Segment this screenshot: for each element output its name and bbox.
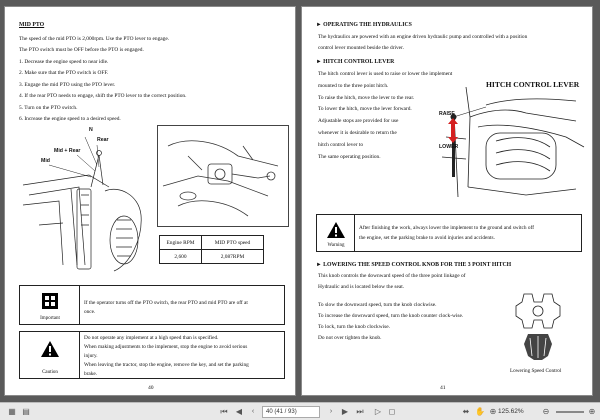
left-page	[4, 6, 296, 396]
body-line: This knob controls the downward speed of the three point linkage of	[318, 273, 466, 279]
body-line: To raise the hitch, move the lever to the rear.	[318, 95, 415, 101]
first-page-icon[interactable]: ⏮	[220, 407, 228, 416]
zoom-in-icon[interactable]: ⊕	[588, 407, 596, 416]
body-line: To increase the downward speed, turn the knob counter clock-wise.	[318, 313, 464, 319]
lever-label-mid-rear: Mid + Rear	[54, 148, 81, 154]
zoom-out-icon[interactable]: ⊖	[542, 407, 550, 416]
important-icon	[42, 293, 58, 309]
pan-hand-icon[interactable]: ✋	[475, 407, 485, 416]
fit-width-icon[interactable]: ⬌	[462, 407, 470, 416]
important-caption: Important	[40, 316, 60, 321]
table-cell: 2,600	[160, 250, 202, 264]
body-line: The speed of the mid PTO is 2,000rpm. Use the PTO lever to engage.	[19, 36, 170, 42]
body-line: To lock, turn the knob clockwise.	[318, 324, 390, 330]
body-line: The PTO switch must be OFF before the PTO is engaged.	[19, 47, 144, 53]
hitch-heading: ► HITCH CONTROL LEVER	[316, 59, 395, 65]
warning-caption: Warning	[327, 243, 345, 248]
warning-note	[316, 214, 582, 252]
caution-note	[19, 331, 285, 379]
body-line: 6. Increase the engine speed to a desired speed.	[19, 116, 121, 122]
viewer-toolbar	[0, 402, 600, 420]
note-line: brake.	[84, 371, 98, 377]
lower-label: LOWER	[439, 144, 459, 150]
table-cell: 2,087RPM	[202, 250, 264, 264]
body-line: Do not over tighten the knob.	[318, 335, 382, 341]
table-header: Engine RPM	[160, 236, 202, 250]
zoom-tool-icon[interactable]: ⊕	[489, 407, 497, 416]
table-header: MID PTO speed	[202, 236, 264, 250]
body-line: Hydraulic and is located below the seat.	[318, 284, 405, 290]
knob-caption: Lowering Speed Control	[510, 368, 562, 374]
prev-page-icon[interactable]: ◀	[235, 407, 243, 416]
body-line: Adjustable stops are provided for use	[318, 118, 399, 124]
last-page-icon[interactable]: ⏭	[356, 407, 364, 416]
note-line: When leaving the tractor, stop the engine, remove the key, and set the parking	[84, 362, 249, 368]
body-line: To lower the hitch, move the lever forward.	[318, 106, 412, 112]
back-icon[interactable]: ‹	[251, 408, 255, 415]
body-line: The hitch control lever is used to raise or lower the implement	[318, 71, 453, 77]
body-line: 5. Turn on the PTO switch.	[19, 105, 78, 111]
important-note	[19, 285, 285, 325]
stop-icon[interactable]: ◻	[388, 407, 396, 416]
lever-label-n: N	[89, 127, 93, 133]
raise-label: RAISE	[439, 111, 455, 117]
lever-label-rear: Rear	[97, 137, 109, 143]
pto-lever-illustration	[19, 125, 149, 275]
raise-lower-arrow-icon	[448, 118, 458, 143]
body-line: The hydraulics are powered with an engine driven hydraulic pump and controlled with a position	[318, 34, 528, 40]
body-line: control lever mounted beside the driver.	[318, 45, 404, 51]
body-line: hitch control lever to	[318, 142, 364, 148]
figure-title: HITCH CONTROL LEVER	[486, 80, 580, 89]
page-number: 41	[440, 385, 446, 391]
note-line: the engine, set the parking brake to avoid injuries and accidents.	[359, 235, 495, 241]
note-line: When making adjustments to the implement, stop the engine to avoid serious	[84, 344, 248, 350]
body-line: whenever it is desirable to return the	[318, 130, 397, 136]
zoom-level[interactable]: 125.62%	[498, 408, 524, 415]
body-line: 4. If the rear PTO needs to engage, shift the PTO lever to the correct position.	[19, 93, 187, 99]
forward-icon[interactable]: ›	[329, 408, 333, 415]
grid-view-icon[interactable]: ▦	[8, 407, 16, 416]
lowering-heading: ► LOWERING THE SPEED CONTROL KNOB FOR THE 3 POINT HITCH	[316, 262, 512, 268]
hydraulics-heading: ► OPERATING THE HYDRAULICS	[316, 22, 412, 28]
page-number: 40	[148, 385, 154, 391]
note-line: once.	[84, 309, 96, 315]
pto-speed-table	[159, 235, 264, 264]
body-line: 1. Decrease the engine speed to near idle.	[19, 59, 109, 65]
body-line: The same operating position.	[318, 154, 381, 160]
body-line: 3. Engage the mid PTO using the PTO lever.	[19, 82, 116, 88]
speed-control-knob-illustration	[508, 290, 568, 370]
lever-label-mid: Mid	[41, 158, 50, 164]
caution-caption: Caution	[42, 370, 58, 375]
body-line: To slow the downward speed, turn the knob clockwise.	[318, 302, 437, 308]
body-line: mounted to the three point hitch.	[318, 83, 389, 89]
note-line: Do not operate any implement at a high speed than is specified.	[84, 335, 219, 341]
note-line: After finishing the work, always lower the implement to the ground and switch off	[359, 225, 534, 231]
page-number-input[interactable]: 40 (41 / 93)	[262, 406, 320, 418]
pto-shaft-photo	[157, 125, 289, 227]
note-line: If the operator turns off the PTO switch, the rear PTO and mid PTO are off at	[84, 300, 248, 306]
next-page-icon[interactable]: ▶	[341, 407, 349, 416]
note-line: injury.	[84, 353, 98, 359]
right-page	[301, 6, 593, 396]
zoom-slider[interactable]	[556, 411, 584, 413]
thumbnails-icon[interactable]: ▤	[22, 407, 30, 416]
warning-icon	[326, 221, 346, 239]
mid-pto-heading: MID PTO	[19, 22, 45, 28]
caution-icon	[40, 340, 60, 358]
body-line: 2. Make sure that the PTO switch is OFF.	[19, 70, 109, 76]
play-icon[interactable]: ▷	[374, 407, 382, 416]
